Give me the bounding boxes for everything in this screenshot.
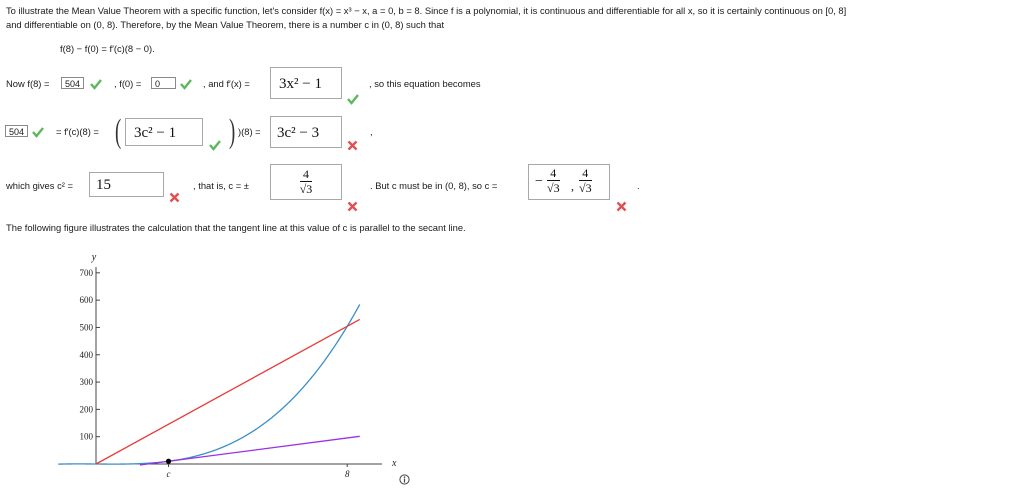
- comma: ,: [370, 126, 373, 137]
- open-paren: (: [115, 113, 122, 150]
- tangent-point: [166, 459, 171, 464]
- f0-label: , f(0) =: [114, 78, 142, 89]
- fprime-c-label: = f′(c)(8) =: [56, 126, 99, 137]
- f8-answer-box[interactable]: 504: [61, 77, 84, 89]
- result-answer-box[interactable]: [270, 116, 342, 148]
- check-icon: [90, 78, 102, 90]
- thatis-label: , that is, c = ±: [193, 180, 249, 191]
- intro-line-1: To illustrate the Mean Value Theorem with a specific function, let's consider f(x) = x³ − x, a = 0, b = 8. Since f is a polynomial, it is continuous and differentiable for all x, so it is certainly continuous on [0, 8]: [6, 5, 847, 16]
- c2-answer-box[interactable]: [89, 172, 164, 197]
- cross-icon: [347, 201, 358, 212]
- y-tick-label: 600: [79, 295, 93, 306]
- c2-value: 15: [96, 177, 111, 193]
- check-icon: [347, 93, 359, 105]
- but-label: . But c must be in (0, 8), so c =: [370, 180, 498, 191]
- y-tick-label: 700: [79, 267, 93, 278]
- x-tick-label: c: [166, 469, 171, 479]
- y-tick-label: 400: [79, 349, 93, 360]
- check-icon: [209, 139, 221, 151]
- intro-line-2: and differentiable on (0, 8). Therefore, by the Mean Value Theorem, there is a number c in (0, 8) such that: [6, 19, 445, 30]
- check-icon: [180, 78, 192, 90]
- fprime-c-answer-box[interactable]: [125, 118, 203, 146]
- tangent-line: [140, 436, 360, 465]
- times-eight-label: )(8) =: [238, 126, 261, 137]
- cross-icon: [616, 201, 627, 212]
- fprime-expr: 3x² − 1: [279, 76, 322, 92]
- cross-icon: [347, 140, 358, 151]
- figure-caption: The following figure illustrates the calculation that the tangent line at this value of c is parallel to the secant line.: [6, 222, 466, 233]
- fprime-label: , and f′(x) =: [203, 78, 250, 89]
- y-axis-label: y: [91, 252, 97, 263]
- info-icon[interactable]: [399, 474, 410, 485]
- lhs-answer-box[interactable]: 504: [5, 125, 28, 137]
- mvt-chart: [0, 245, 430, 485]
- fprime-c-expr: 3c² − 1: [134, 125, 177, 141]
- f0-answer-box[interactable]: 0: [151, 77, 176, 89]
- y-tick-label: 300: [79, 377, 93, 388]
- gives-label: which gives c² =: [6, 180, 73, 191]
- now-label: Now f(8) =: [6, 78, 50, 89]
- chart-marks: [58, 304, 359, 465]
- y-tick-label: 500: [79, 322, 93, 333]
- equation-becomes-label: , so this equation becomes: [369, 78, 481, 89]
- curve-line: [58, 304, 359, 464]
- c-answer-box[interactable]: − 4 √3 , 4 √3: [528, 164, 610, 200]
- x-axis-label: x: [392, 458, 397, 469]
- mvt-equation: f(8) − f(0) = f′(c)(8 − 0).: [60, 43, 155, 54]
- c-value-answer-box[interactable]: [270, 164, 342, 200]
- result-expr: 3c² − 3: [277, 125, 320, 141]
- x-tick-label: 8: [344, 469, 350, 479]
- close-paren: ): [229, 113, 236, 150]
- y-tick-label: 100: [79, 431, 93, 442]
- y-tick-label: 200: [79, 404, 93, 415]
- check-icon: [32, 126, 44, 138]
- fprime-answer-box[interactable]: [270, 67, 342, 99]
- cross-icon: [169, 192, 180, 203]
- period: .: [637, 180, 640, 191]
- c-fraction: $\frac{4}{√3}$: [299, 167, 313, 196]
- secant-line: [96, 319, 360, 464]
